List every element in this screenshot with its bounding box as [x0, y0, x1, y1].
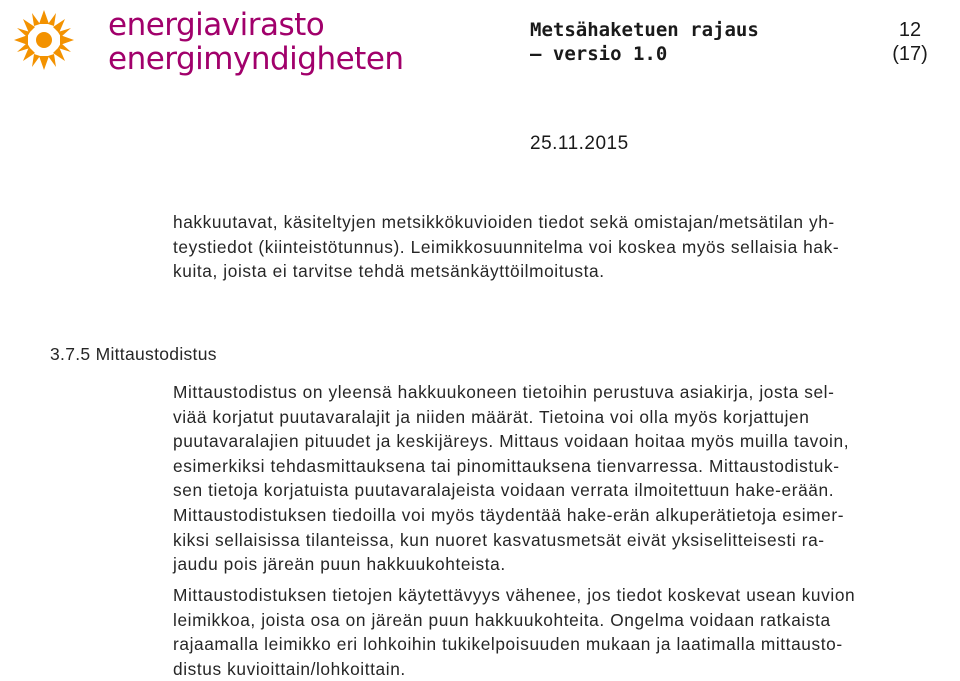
text-line: rajaamalla leimikko eri lohkoihin tukikelpoisuuden mukaan ja laatimalla mittausto- [173, 634, 843, 655]
text-line: sen tietoja korjatuista puutavaralajeista voidaan verrata ilmoitettuun hake-erään. [173, 480, 835, 501]
text-line: esimerkiksi tehdasmittauksena tai pinomittauksena tienvarressa. Mittaustodistuk- [173, 455, 840, 476]
text-line: kuita, joista ei tarvitse tehdä metsänkäyttöilmoitusta. [173, 261, 605, 282]
text-line: Mittaustodistuksen tietojen käytettävyys vähenee, jos tiedot koskevat usean kuvion [173, 585, 856, 605]
logo-text-finnish: energiavirasto [108, 7, 325, 43]
text-line: puutavaralajien pituudet ja keskijäreys. Mittaus voidaan hoitaa myös muilla tavoin, [173, 431, 850, 452]
document-version: – versio 1.0 [530, 43, 668, 65]
text-line: teystiedot (kiinteistötunnus). Leimikkosuunnitelma voi koskea myös sellaisia hak- [173, 236, 840, 257]
text-line: distus kuvioittain/lohkoittain. [173, 658, 406, 679]
text-line: Mittaustodistus on yleensä hakkuukoneen tietoihin perustuva asiakirja, josta sel- [173, 382, 835, 402]
text-line: kiksi sellaisissa tilanteissa, kun nuoret kasvatusmetsät eivät yksiselitteisesti ra- [173, 529, 825, 550]
paragraph-kaytettavyys [173, 583, 955, 681]
text-line: jaudu pois järeän puun hakkuukohteista. [173, 554, 506, 575]
text-line: hakkuutavat, käsiteltyjen metsikkökuvioiden tiedot sekä omistajan/metsätilan yh- [173, 212, 835, 232]
paragraph-mittaustodistus [173, 380, 955, 577]
page-number: 12 [898, 19, 922, 41]
section-heading: 3.7.5 Mittaustodistus [50, 344, 217, 364]
logo-text-swedish: energimyndigheten [108, 41, 404, 77]
sun-emblem-icon [4, 4, 100, 76]
document-date: 25.11.2015 [530, 133, 629, 154]
text-line: viää korjatut puutavaralajit ja niiden määrät. Tietoina voi olla myös korjattujen [173, 406, 810, 427]
energiavirasto-logo [4, 4, 404, 77]
page-total: (17) [892, 43, 928, 65]
paragraph-leimikko-continued [173, 210, 955, 284]
text-line: Mittaustodistuksen tiedoilla voi myös täydentää hake-erän alkuperätietoja esimer- [173, 504, 845, 525]
text-line: leimikkoa, joista osa on järeän puun hakkuukohteita. Ongelma voidaan ratkaista [173, 609, 831, 630]
document-title: Metsähaketuen rajaus [530, 19, 759, 41]
